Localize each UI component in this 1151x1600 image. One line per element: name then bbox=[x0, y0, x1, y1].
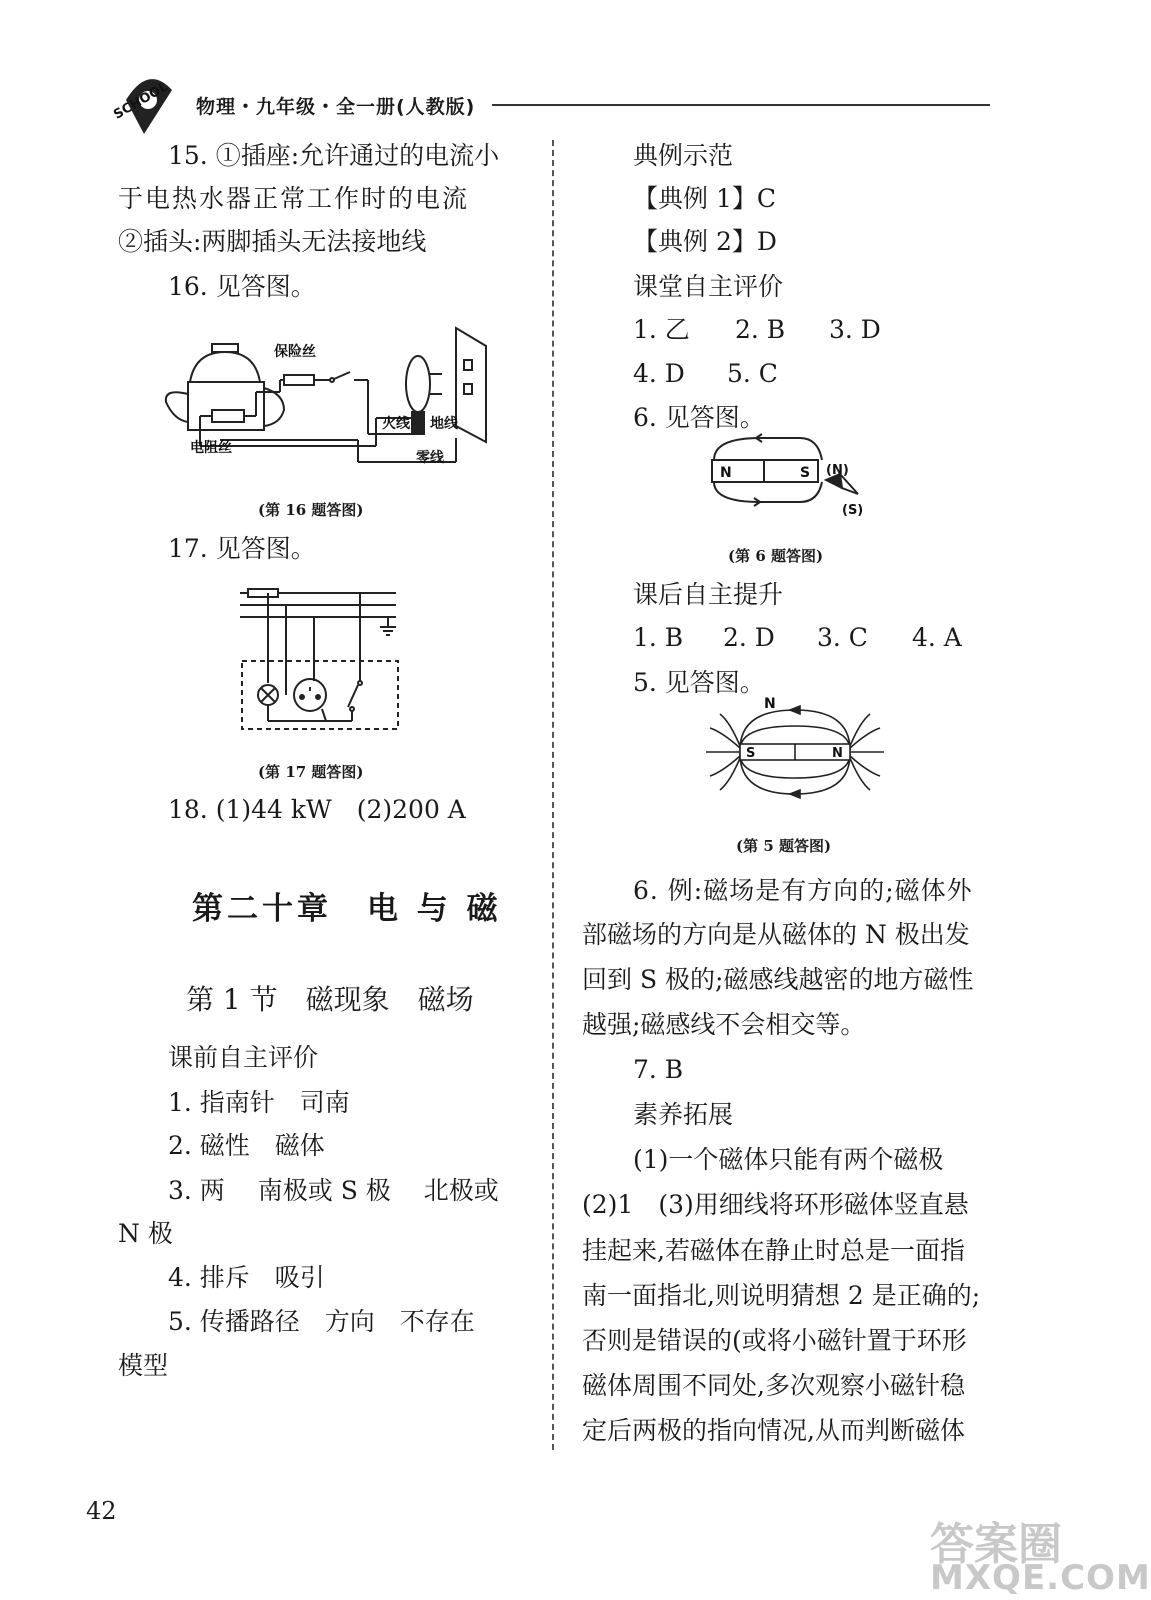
after-class-1: 1. B bbox=[633, 623, 684, 652]
pre-eval-1: 1. 指南针 司南 bbox=[168, 1088, 350, 1117]
after-class-heading: 课后自主提升 bbox=[633, 580, 784, 609]
extension-line7: 定后两极的指向情况,从而判断磁体 bbox=[582, 1416, 965, 1445]
example-2: 【典例 2】D bbox=[633, 227, 777, 256]
after-class-4: 4. A bbox=[912, 623, 962, 652]
q18-text: 18. (1)44 kW (2)200 A bbox=[168, 795, 466, 824]
watermark-logo: 答案圈 bbox=[930, 1519, 1062, 1570]
pre-eval-heading: 课前自主评价 bbox=[168, 1043, 319, 1072]
fig5-caption: (第 5 题答图) bbox=[736, 837, 832, 855]
logo-text: SCHOOL bbox=[111, 79, 171, 123]
class-eval-6: 6. 见答图。 bbox=[633, 403, 765, 432]
figure-5-field-lines bbox=[700, 694, 890, 808]
fig16-ground-label: 地线 bbox=[430, 416, 458, 432]
fig17-caption: (第 17 题答图) bbox=[258, 763, 364, 781]
figure-17-circuit bbox=[236, 585, 408, 735]
pre-eval-5a: 5. 传播路径 方向 不存在 bbox=[168, 1307, 475, 1336]
pre-eval-4: 4. 排斥 吸引 bbox=[168, 1263, 325, 1292]
class-eval-5: 5. C bbox=[727, 359, 778, 388]
after-class-5: 5. 见答图。 bbox=[633, 668, 765, 697]
q15-line3: ②插头:两脚插头无法接地线 bbox=[118, 227, 427, 256]
fig6-needle-s-label: (S) bbox=[842, 503, 864, 518]
class-eval-2: 2. B bbox=[735, 315, 786, 344]
examples-heading: 典例示范 bbox=[633, 141, 734, 170]
example-1: 【典例 1】C bbox=[633, 184, 776, 213]
extension-line2: (2)1 (3)用细线将环形磁体竖直悬 bbox=[582, 1190, 969, 1219]
class-eval-heading: 课堂自主评价 bbox=[633, 272, 784, 301]
chapter-title: 第二十章 电 与 磁 bbox=[192, 891, 502, 927]
extension-line6: 磁体周围不同处,多次观察小磁针稳 bbox=[582, 1371, 965, 1400]
answer-6-line1: 6. 例:磁场是有方向的;磁体外 bbox=[633, 876, 973, 905]
fig16-live-label: 火线 bbox=[382, 416, 410, 432]
q16-text: 16. 见答图。 bbox=[168, 272, 316, 301]
class-eval-1: 1. 乙 bbox=[633, 315, 690, 344]
extension-line4: 南一面指北,则说明猜想 2 是正确的; bbox=[582, 1281, 981, 1310]
extension-line3: 挂起来,若磁体在静止时总是一面指 bbox=[582, 1236, 965, 1265]
fig6-needle-n-label: (N) bbox=[826, 463, 849, 478]
after-class-3: 3. C bbox=[817, 623, 868, 652]
watermark-url: MXQE.COM bbox=[930, 1558, 1151, 1598]
answer-6-line4: 越强;磁感线不会相交等。 bbox=[582, 1010, 866, 1039]
pre-eval-5b: 模型 bbox=[118, 1351, 169, 1380]
fig16-resistor-label: 电阻丝 bbox=[190, 440, 232, 456]
answer-7: 7. B bbox=[633, 1055, 684, 1084]
fig5-top-n-label: N bbox=[764, 696, 776, 712]
class-eval-4: 4. D bbox=[633, 359, 685, 388]
fig6-n-label: N bbox=[720, 465, 732, 481]
header-title: 物理・九年级・全一册(人教版) bbox=[196, 96, 476, 118]
extension-heading: 素养拓展 bbox=[633, 1100, 734, 1129]
q15-line2: 于电热水器正常工作时的电流 bbox=[118, 184, 470, 213]
page-number: 42 bbox=[86, 1497, 117, 1525]
figure-6-magnet bbox=[700, 430, 880, 522]
header-rule bbox=[492, 104, 990, 106]
pre-eval-2: 2. 磁性 磁体 bbox=[168, 1131, 325, 1160]
column-divider bbox=[552, 140, 554, 1450]
pre-eval-3a: 3. 两 南极或 S 极 北极或 bbox=[168, 1176, 499, 1205]
extension-line5: 否则是错误的(或将小磁针置于环形 bbox=[582, 1326, 967, 1355]
figure-16-circuit bbox=[160, 322, 490, 482]
school-logo bbox=[108, 70, 188, 138]
q17-text: 17. 见答图。 bbox=[168, 534, 316, 563]
fig5-n-label: N bbox=[832, 746, 843, 761]
section-title: 第 1 节 磁现象 磁场 bbox=[186, 983, 474, 1016]
pre-eval-3b: N 极 bbox=[118, 1219, 173, 1248]
fig6-caption: (第 6 题答图) bbox=[728, 547, 824, 565]
answer-6-line2: 部磁场的方向是从磁体的 N 极出发 bbox=[582, 920, 970, 949]
fig6-s-label: S bbox=[800, 465, 811, 481]
fig5-s-label: S bbox=[746, 746, 756, 761]
fig16-neutral-label: 零线 bbox=[416, 450, 444, 466]
q15-line1: 15. ①插座:允许通过的电流小 bbox=[168, 141, 500, 170]
class-eval-3: 3. D bbox=[829, 315, 881, 344]
answer-6-line3: 回到 S 极的;磁感线越密的地方磁性 bbox=[582, 965, 974, 994]
fig16-caption: (第 16 题答图) bbox=[258, 501, 364, 519]
fig16-fuse-label: 保险丝 bbox=[274, 344, 316, 360]
extension-line1: (1)一个磁体只能有两个磁极 bbox=[633, 1145, 944, 1174]
after-class-2: 2. D bbox=[723, 623, 775, 652]
